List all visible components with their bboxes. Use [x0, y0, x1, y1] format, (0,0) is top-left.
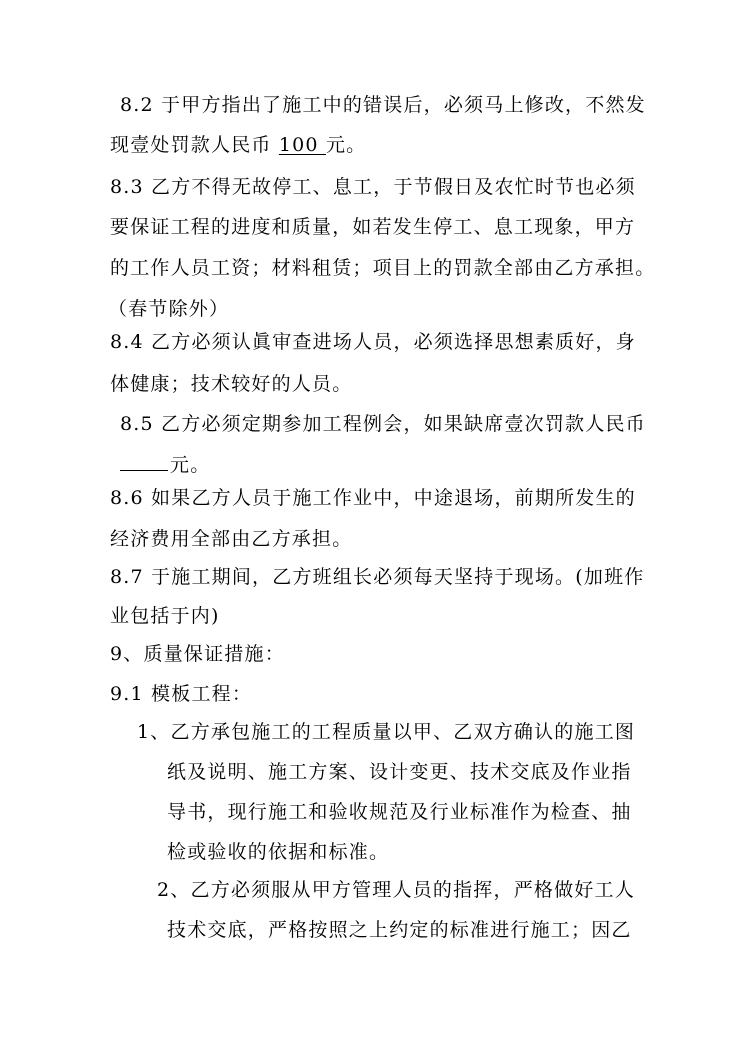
clause-8-6-line-2: 经济费用全部由乙方承担。 [110, 528, 353, 550]
section-9-heading: 9、质量保证措施： [110, 643, 285, 665]
clause-8-2-line-2 [110, 133, 366, 157]
clause-8-3-line-4: （春节除外） [108, 298, 230, 320]
penalty-amount: 100 [278, 134, 326, 156]
clause-8-4-line-2: 体健康；技术较好的人员。 [110, 373, 353, 395]
clause-8-2-line-1: 8.2 于甲方指出了施工中的错误后，必须马上修改，不然发 [120, 94, 646, 116]
clause-8-3-line-1: 8.3 乙方不得无故停工、息工，于节假日及农忙时节也必须 [110, 176, 636, 198]
item-1-line-3: 导书，现行施工和验收规范及行业标准作为检查、抽 [167, 801, 632, 823]
clause-8-4-line-1: 8.4 乙方必须认眞审查进场人员，必须选择思想素质好，身 [110, 331, 636, 353]
item-1-line-2: 纸及说明、施工方案、设计变更、技术交底及作业指 [167, 761, 632, 783]
clause-8-2-text: 现壹处罚款人民币 [110, 134, 279, 156]
item-2-line-1: 2、乙方必须服从甲方管理人员的指挥，严格做好工人 [157, 879, 635, 901]
section-9-1-heading: 9.1 模板工程： [110, 683, 253, 705]
currency-unit: 元。 [325, 134, 367, 156]
clause-8-3-line-3: 的工作人员工资；材料租赁；项目上的罚款全部由乙方承担。 [110, 257, 656, 279]
clause-8-5-line-2 [120, 452, 210, 477]
amount-blank [120, 452, 168, 471]
currency-unit: 元。 [170, 454, 211, 476]
item-1-line-1: 1、乙方承包施工的工程质量以甲、乙双方确认的施工图 [137, 721, 636, 743]
clause-8-3-line-2: 要保证工程的进度和质量，如若发生停工、息工现象，甲方 [110, 216, 636, 238]
item-2-line-2: 技术交底，严格按照之上约定的标准进行施工；因乙 [167, 919, 632, 941]
clause-8-7-line-2: 业包括于内) [110, 605, 220, 627]
clause-8-7-line-1: 8.7 于施工期间，乙方班组长必须每天坚持于现场。(加班作 [110, 566, 645, 588]
item-1-line-4: 检或验收的依据和标准。 [167, 841, 390, 863]
clause-8-5-line-1: 8.5 乙方必须定期参加工程例会，如果缺席壹次罚款人民币 [120, 413, 646, 435]
clause-8-6-line-1: 8.6 如果乙方人员于施工作业中，中途退场，前期所发生的 [110, 487, 636, 509]
